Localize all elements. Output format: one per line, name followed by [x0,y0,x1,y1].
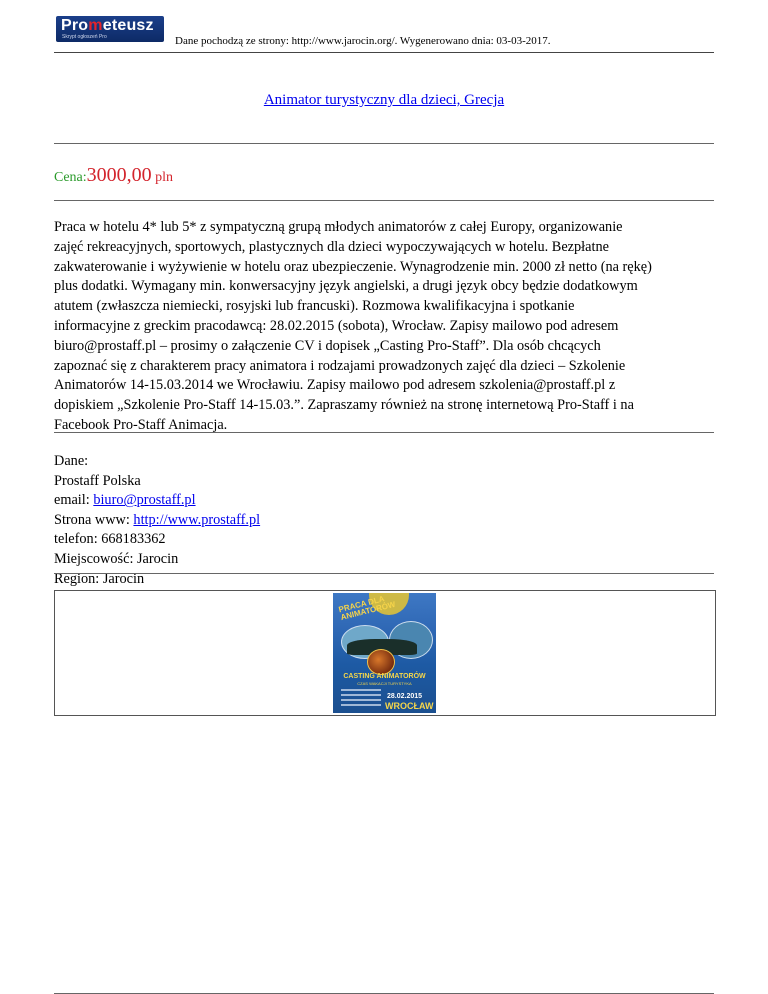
divider [54,143,714,144]
poster-subtitle: CZAS WAKACJI TURYSTYKA [357,681,412,686]
page-header [54,14,714,53]
city-row: Miejscowość: Jarocin [54,550,179,567]
poster-ball-shape [367,649,395,675]
source-note: Dane pochodzą ze strony: http://www.jarocin.org/. Wygenerowano dnia: 03-03-2017. [175,35,551,47]
divider [54,200,714,201]
poster-date: 28.02.2015 [387,693,423,700]
listing-description [54,218,718,436]
logo-wordmark: Prometeusz [61,17,154,34]
website-row [54,511,260,531]
poster-city: WROCŁAW [385,701,434,711]
casting-poster-image [333,593,436,713]
website-label: Strona www: [54,511,134,528]
description-line: zapoznać się z charakterem pracy animatora i rodzajami prowadzonych zajęć dla dzieci – Szkolenie [54,357,626,374]
image-frame [54,590,716,716]
description-line: atutem (zwłaszcza niemiecki, rosyjski lub francuski). Rozmowa kwalifikacyjna i spotkanie [54,298,575,315]
divider [54,432,714,433]
description-line: dopiskiem „Szkolenie Pro-Staff 14-15.03.”. Zapraszamy również na stronę internetową Pro-Staff i na [54,397,634,414]
description-line: biuro@prostaff.pl – prosimy o załączenie CV i dopisek „Casting Pro-Staff”. Dla osób chcących [54,337,601,354]
contact-details [54,452,260,589]
description-line: zajęć rekreacyjnych, sportowych, plastycznych dla dzieci wypoczywających w hotelu. Bezpłatne [54,238,609,255]
website-link[interactable]: http://www.prostaff.pl [133,511,261,528]
price-line [54,164,173,187]
description-line: zakwaterowanie i wyżywienie w hotelu oraz ubezpieczenie. Wynagrodzenie min. 2000 zł netto (na rękę) [54,258,652,275]
email-link[interactable]: biuro@prostaff.pl [93,492,196,509]
description-line: Facebook Pro-Staff Animacja. [54,416,228,433]
poster-text-lines [341,689,381,709]
description-line: Animatorów 14-15.03.2014 we Wrocławiu. Zapisy mailowo pod adresem szkolenia@prostaff.pl z [54,377,616,394]
description-line: Praca w hotelu 4* lub 5* z sympatyczną grupą młodych animatorów z całej Europy, organizowanie [54,219,623,235]
price-currency: pln [155,170,174,185]
poster-casting-text: CASTING ANIMATORÓW [343,673,426,680]
description-line: informacyjne z greckim pracodawcą: 28.02.2015 (sobota), Wrocław. Zapisy mailowo pod adresem [54,317,619,334]
company-name: Prostaff Polska [54,472,141,489]
price-label: Cena: [54,170,87,185]
description-line: plus dodatki. Wymagany min. konwersacyjny język angielski, a drugi język obcy będzie dodatkowym [54,278,638,295]
price-value: 3000,00 [86,164,152,186]
phone-row: telefon: 668183362 [54,531,166,548]
email-label: email: [54,492,94,509]
listing-title-link[interactable]: Animator turystyczny dla dzieci, Grecja [263,92,505,108]
region-row: Region: Jarocin [54,570,145,587]
poster-title: PRACA DLA ANIMATORÓW [337,594,397,623]
prometeusz-logo [56,16,164,42]
title-container [54,91,714,109]
email-row [54,491,260,511]
contact-heading: Dane: [54,453,89,469]
divider [54,573,714,574]
logo-tagline: Skrypt ogłoszeń Pro [62,34,107,40]
